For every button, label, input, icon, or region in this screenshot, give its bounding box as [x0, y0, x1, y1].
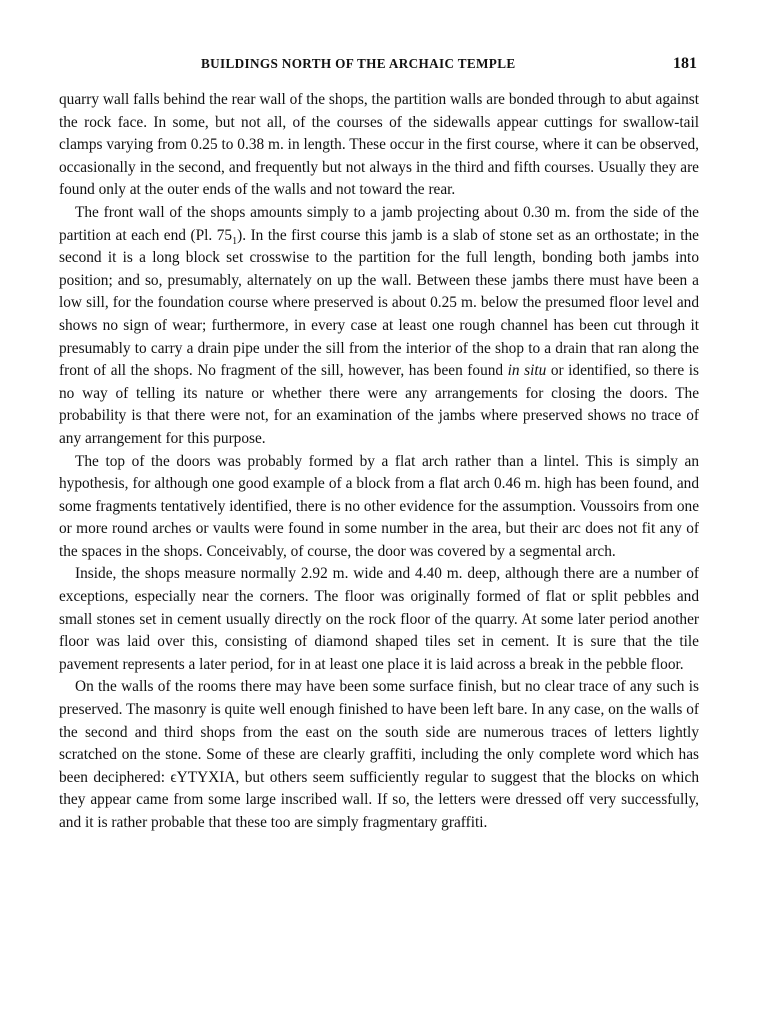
paragraph: [59, 563, 699, 676]
italic-phrase: in situ: [507, 362, 547, 380]
paragraph: [59, 451, 699, 564]
paragraph: [59, 89, 699, 202]
paragraph: [59, 676, 699, 834]
paragraph-text: or identified, so there is no way of telling its nature or whether there were any arrangements for closing the doors. The probability is that there were not, for an examination of the jambs where preserved shows no trace of any arrangement for this purpose.: [59, 362, 699, 447]
page-number: 181: [673, 55, 697, 72]
paragraph-text: quarry wall falls behind the rear wall of the shops, the partition walls are bonded through to abut against the rock face. In some, but not all, of the courses of the sidewalls appear cuttings for swallow-tail clamps varying from 0.25 to 0.38 m. in length. These occur in the first course, where it can be observed, occasionally in the second, and frequently but not always in the third and fifth courses. Usually they are found only at the outer ends of the walls and not toward the rear.: [59, 91, 699, 199]
paragraph-text: The front wall of the shops amounts simply to a jamb projecting about 0.30 m. from the side of the partition at each end (Pl. 75: [59, 203, 699, 244]
body-text: [59, 89, 699, 835]
running-title: BUILDINGS NORTH OF THE ARCHAIC TEMPLE: [201, 56, 516, 71]
paragraph-text: The top of the doors was probably formed by a flat arch rather than a lintel. This is simply an hypothesis, for although one good example of a block from a flat arch 0.46 m. high has been found, and some fragments tentatively identified, there is no other evidence for the assumption. Voussoirs from one or more round arches or vaults were found in some number in the area, but their arc does not fit any of the spaces in the shops. Conceivably, of course, the door was covered by a segmental arch.: [59, 452, 699, 560]
paragraph-text: ). In the first course this jamb is a slab of stone set as an orthostate; in the second it is a long block set crosswise to the partition for the full length, bonding both jambs into position; and so, presumably, alternately on up the wall. Between these jambs there must have been a low sill, for the foundation course where preserved is about 0.25 m. below the presumed floor level and shows no sign of wear; furthermore, in every case at least one rough channel has been cut through it presumably to carry a drain pipe under the sill from the interior of the shop to a drain that ran along the front of all the shops. No fragment of the sill, however, has been found: [59, 226, 699, 380]
paragraph-text: Inside, the shops measure normally 2.92 m. wide and 4.40 m. deep, although there are a number of exceptions, especially near the corners. The floor was originally formed of flat or split pebbles and small stones set in cement usually directly on the rock floor of the quarry. At some later period another floor was laid over this, consisting of diamond shaped tiles set in cement. It is sure that the tile pavement represents a later period, for in at least one place it is laid across a break in the pebble floor.: [59, 565, 699, 673]
document-page: [59, 50, 699, 835]
plate-subscript: 1: [232, 235, 238, 247]
running-header: [59, 50, 699, 76]
paragraph-text: On the walls of the rooms there may have been some surface finish, but no clear trace of any such is preserved. The masonry is quite well enough finished to have been left bare. In any case, on the walls of the second and third shops from the east on the south side are numerous traces of letters lightly scratched on the stone. Some of these are clearly graffiti, including the only complete word which has been deciphered: ϵΥΤΥΧΙΑ, but others seem sufficiently regular to suggest that the blocks on which they appear came from some large inscribed wall. If so, the letters were dressed off very successfully, and it is rather probable that these too are simply fragmentary graffiti.: [59, 678, 699, 831]
paragraph: [59, 202, 699, 451]
